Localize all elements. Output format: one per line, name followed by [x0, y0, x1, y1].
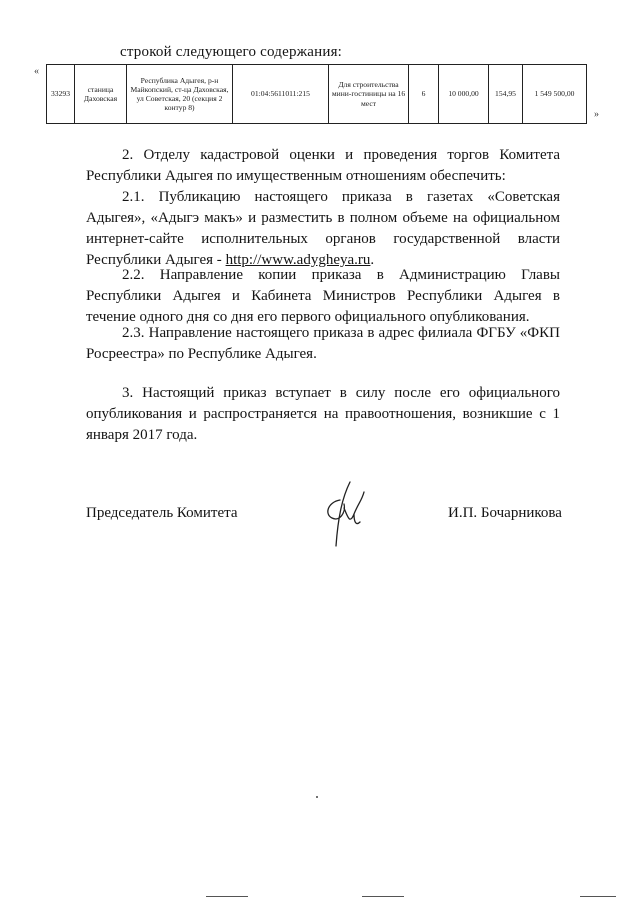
- intro-line: строкой следующего содержания:: [120, 44, 343, 60]
- signatory-title: Председатель Комитета: [86, 505, 238, 521]
- cell-group: 6: [409, 65, 439, 124]
- cell-number: 33293: [47, 65, 75, 124]
- opening-quote: «: [34, 66, 39, 77]
- speck-mark: [316, 796, 318, 798]
- footer-line: [206, 896, 248, 897]
- cell-purpose: Для строительства мини-гостиницы на 16 мест: [329, 65, 409, 124]
- paragraph-2-1-end: .: [370, 252, 375, 268]
- cell-locality: станица Даховская: [75, 65, 127, 124]
- paragraph-2-1: [86, 187, 560, 271]
- signatory-name: И.П. Бочарникова: [448, 505, 562, 521]
- paragraph-2-3: 2.3. Направление настоящего приказа в адрес филиала ФГБУ «ФКП Росреестра» по Республике Адыгея.: [86, 325, 560, 362]
- cell-address: Республика Адыгея, р-н Майкопский, ст-ца Даховская, ул Советская, 20 (секция 2 контур 8): [127, 65, 233, 124]
- website-link[interactable]: http://www.adygheya.ru: [225, 252, 371, 268]
- cell-cadastral-value: 1 549 500,00: [523, 65, 587, 124]
- cadastral-table: [46, 64, 587, 124]
- cell-specific-value: 154,95: [489, 65, 523, 124]
- cell-cadastral-number: 01:04:5611011:215: [233, 65, 329, 124]
- paragraph-2: 2. Отделу кадастровой оценки и проведения торгов Комитета Республики Адыгея по имущественным отношениям обеспечить:: [86, 147, 560, 184]
- cell-area: 10 000,00: [439, 65, 489, 124]
- table-row: [47, 65, 587, 124]
- footer-line: [580, 896, 616, 897]
- paragraph-2-1-text: 2.1. Публикацию настоящего приказа в газетах «Советская Адыгея», «Адыгэ макъ» и разместить в полном объеме на официальном интернет-сайте исполнительных органов государственной власти Республики Адыгея -: [86, 189, 560, 268]
- handwritten-signature: [320, 478, 368, 550]
- closing-quote: »: [594, 109, 599, 120]
- footer-line: [362, 896, 404, 897]
- paragraph-3: 3. Настоящий приказ вступает в силу после его официального опубликования и распространяется на правоотношения, возникшие с 1 января 2017 года.: [86, 385, 560, 443]
- paragraph-2-2: 2.2. Направление копии приказа в Администрацию Главы Республики Адыгея и Кабинета Министров Республики Адыгея в течение одного дня со дня его первого официального опубликования.: [86, 267, 560, 325]
